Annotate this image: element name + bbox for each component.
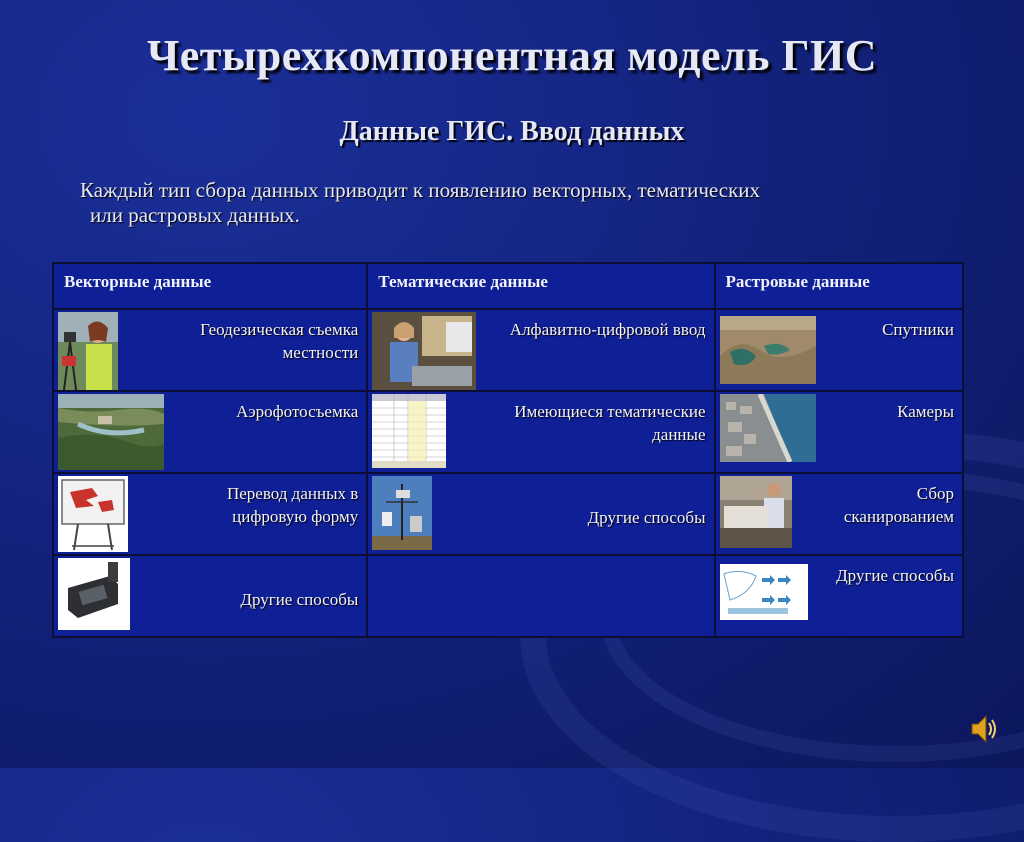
cell-text: Другие способы xyxy=(836,566,954,585)
header-thematic: Тематические данные xyxy=(367,263,714,309)
camera-image xyxy=(720,394,816,462)
slide-subtitle: Данные ГИС. Ввод данных xyxy=(339,116,685,147)
intro-line-2: или растровых данных. xyxy=(90,203,300,227)
digitizing-photo xyxy=(372,312,476,390)
header-raster: Растровые данные xyxy=(715,263,964,309)
cell-text: Спутники xyxy=(882,320,954,339)
cell-text: Перевод данных в цифровую форму xyxy=(226,484,359,526)
gps-device-image xyxy=(58,558,130,630)
table-row xyxy=(53,555,963,637)
table-row xyxy=(53,391,963,473)
cell-text: Геодезическая съемка местности xyxy=(200,320,359,362)
cell-text: Алфавитно-цифровой ввод xyxy=(509,320,706,339)
cell-text: Камеры xyxy=(897,402,954,421)
cell-text: Сбор сканированием xyxy=(843,484,954,526)
intro-line-1: Каждый тип сбора данных приводит к появлению векторных, тематических xyxy=(80,178,761,202)
cell-text: Другие способы xyxy=(587,508,706,527)
speaker-icon[interactable] xyxy=(968,712,998,746)
diagram-image xyxy=(720,564,808,620)
digitizer-board-image xyxy=(58,476,128,552)
weather-station-image xyxy=(372,476,432,550)
header-vector: Векторные данные xyxy=(53,263,367,309)
cell-text: Имеющиеся тематические данные xyxy=(514,402,706,444)
spreadsheet-image xyxy=(372,394,446,468)
table-header-row xyxy=(53,263,963,309)
slide-title: Четырехкомпонентная модель ГИС xyxy=(146,31,878,80)
cell-text: Другие способы xyxy=(240,590,359,609)
aerial-photo xyxy=(58,394,164,470)
table-row xyxy=(53,473,963,555)
cell-text: Аэрофотосъемка xyxy=(236,402,359,421)
satellite-image xyxy=(720,316,816,384)
surveyor-photo xyxy=(58,312,118,390)
intro-text xyxy=(80,178,920,228)
table-row xyxy=(53,309,963,391)
scanner-photo xyxy=(720,476,792,548)
data-input-table xyxy=(52,262,964,638)
